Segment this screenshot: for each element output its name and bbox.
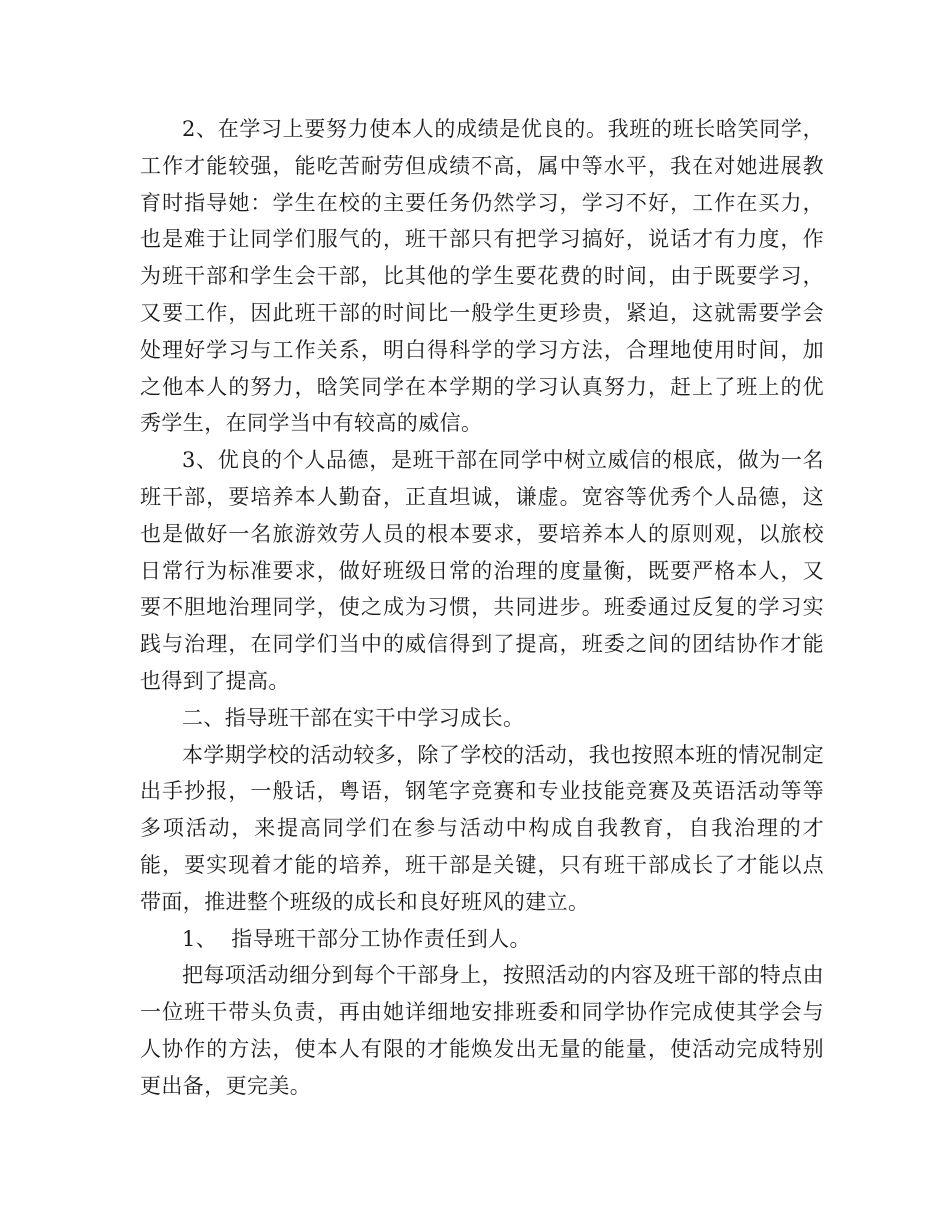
subheading-division-of-labor: 1、 指导班干部分工协作责任到人。: [182, 926, 531, 951]
paragraph-assign-activities: 把每项活动细分到每个干部身上，按照活动的内容及班干部的特点由一位班干带头负责，再由她详细地安排班委和同学协作完成使其学会与人协作的方法，使本人有限的才能焕发出无量的能量，使活动完成特别更出备，更完美。: [140, 963, 824, 1098]
paragraph-activities: 本学期学校的活动较多，除了学校的活动，我也按照本班的情况制定出手抄报，一般话，粤语，钢笔字竞赛和专业技能竞赛及英语活动等等多项活动，来提高同学们在参与活动中构成自我教育，自我治理的才能，要实现着才能的培养，班干部是关键，只有班干部成长了才能以点带面，推进整个班级的成长和良好班风的建立。: [140, 742, 824, 914]
section-heading-guide-cadres: 二、指导班干部在实干中学习成长。: [182, 705, 525, 730]
document-page: [140, 111, 824, 1105]
paragraph-personal-character: 3、优良的个人品德，是班干部在同学中树立威信的根底，做为一名班干部，要培养本人勤奋，正直坦诚，谦虚。宽容等优秀个人品德，这也是做好一名旅游效劳人员的根本要求，要培养本人的原则观，以旅校日常行为标准要求，做好班级日常的治理的度量衡，既要严格本人，又要不胆地治理同学，使之成为习惯，共同进步。班委通过反复的学习实践与治理，在同学们当中的威信得到了提高，班委之间的团结协作才能也得到了提高。: [140, 448, 824, 693]
paragraph-study-grades: 2、在学习上要努力使本人的成绩是优良的。我班的班长晗笑同学，工作才能较强，能吃苦耐劳但成绩不高，属中等水平，我在对她进展教育时指导她：学生在校的主要任务仍然学习，学习不好，工作在买力，也是难于让同学们服气的，班干部只有把学习搞好，说话才有力度，作为班干部和学生会干部，比其他的学生要花费的时间，由于既要学习，又要工作，因此班干部的时间比一般学生更珍贵，紧迫，这就需要学会处理好学习与工作关系，明白得科学的学习方法，合理地使用时间，加之他本人的努力，晗笑同学在本学期的学习认真努力，赶上了班上的优秀学生，在同学当中有较高的威信。: [140, 117, 824, 436]
